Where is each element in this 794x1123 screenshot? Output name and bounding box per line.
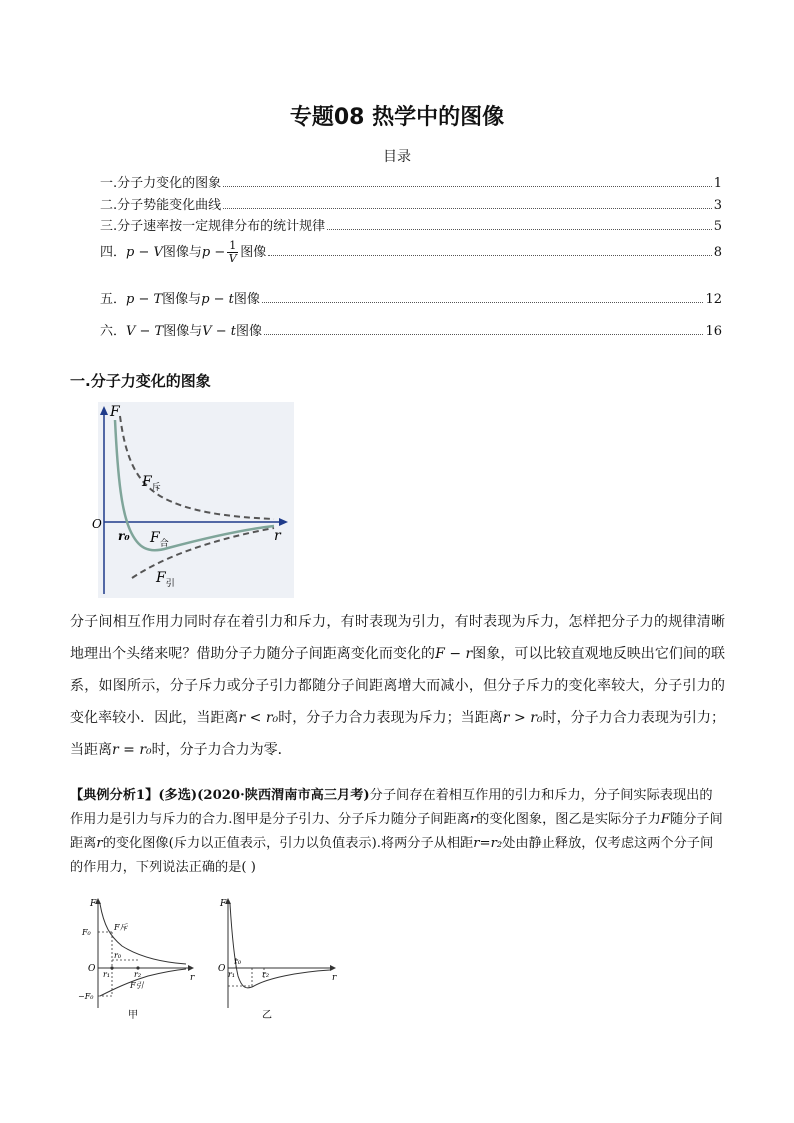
- toc-page: 1: [713, 176, 722, 191]
- toc-leader: [262, 301, 704, 303]
- label-F: F: [90, 899, 97, 909]
- example-tag: (多选)(2020·陕西渭南市高三月考): [158, 788, 370, 803]
- toc-item[interactable]: [100, 194, 722, 213]
- section1-paragraph: 分子间相互作用力同时存在着引力和斥力，有时表现为引力，有时表现为斥力，怎样把分子力的规律清晰地理出个头绪来呢？借助分子力随分子间距离变化而变化的F − r图象，可以比较直观地反映出它们间的联系，如图所示，分子斥力或分子引力都随分子间距离增大而减小，但分子斥力的变化率较大，分子引力的变化率较小．因此，当距离r < r₀时，分子力合力表现为斥力；当距离r > r₀时，分子力合力表现为引力；当距离r = r₀时，分子力合力为零．: [70, 614, 725, 758]
- label-r: r: [190, 973, 195, 983]
- example-label: 【典例分析1】: [70, 788, 159, 803]
- toc-page: 12: [705, 292, 722, 307]
- repulsive-label: $F_斥$: [142, 474, 161, 493]
- label-O: O: [218, 964, 226, 974]
- section-heading: 一.分子力变化的图象: [70, 372, 211, 390]
- x-axis-label: r: [274, 528, 281, 544]
- label-F0: F₀: [82, 928, 91, 937]
- toc-page: 5: [713, 219, 722, 234]
- label-r: r: [332, 973, 337, 983]
- repulsive-curve: [100, 904, 186, 964]
- toc-item-label: 一.分子力变化的图象: [100, 176, 222, 191]
- label-r0: r₀: [114, 951, 122, 960]
- origin-label: O: [92, 517, 102, 531]
- toc-leader: [264, 333, 703, 335]
- toc-item-label: 三.分子速率按一定规律分布的统计规律: [100, 219, 326, 234]
- toc-heading: 目录: [383, 149, 411, 165]
- figure-yi: [208, 896, 340, 1024]
- toc-item[interactable]: [100, 240, 722, 265]
- toc-page: 3: [713, 198, 722, 213]
- r0-point: [110, 966, 113, 969]
- figure-background: [98, 402, 294, 598]
- label-r2: r₂: [134, 970, 142, 979]
- label-att: F引: [130, 981, 144, 990]
- toc-item[interactable]: [100, 172, 722, 191]
- label-neg-F0: −F₀: [78, 992, 94, 1001]
- label-O: O: [88, 964, 96, 974]
- caption-yi: 乙: [262, 1010, 272, 1021]
- toc-leader: [268, 254, 711, 256]
- label-r1: r₁: [228, 970, 236, 979]
- toc-leader: [223, 207, 712, 209]
- toc-item[interactable]: [100, 288, 722, 307]
- x-axis-arrow: [188, 965, 194, 971]
- force-figure: [92, 402, 294, 598]
- label-r1: r₁: [103, 970, 111, 979]
- label-r2: r₂: [262, 970, 270, 979]
- toc-leader: [223, 185, 712, 187]
- toc-page: 16: [705, 324, 722, 339]
- toc-page: 8: [713, 245, 722, 260]
- attractive-label: $F_引$: [156, 570, 175, 589]
- toc-item[interactable]: [100, 320, 722, 339]
- example-paragraph: 【典例分析1】(多选)(2020·陕西渭南市高三月考)分子间存在着相互作用的引力和斥力，分子间实际表现出的作用力是引力与斥力的合力.图甲是分子引力、分子斥力随分子间距离r的变化图象，图乙是实际分子力F随分子间距离r的变化图像(斥力以正值表示，引力以负值表示).将两分子从相距r=r₂处由静止释放，仅考虑这两个分子间的作用力，下列说法正确的是( ): [70, 788, 723, 875]
- fraction: $\frac{1}{V}$: [228, 239, 237, 265]
- caption-jia: 甲: [128, 1010, 138, 1021]
- label-F: F: [220, 899, 227, 909]
- r0-label: r₀: [118, 529, 130, 543]
- label-r0: r₀: [234, 957, 242, 966]
- figure-jia: [78, 896, 206, 1024]
- toc-item-label: 六．V − T图像与V − t图像: [100, 324, 263, 339]
- toc-item-label: 二.分子势能变化曲线: [100, 198, 222, 213]
- x-axis-arrow: [330, 965, 336, 971]
- toc-leader: [327, 228, 712, 230]
- label-rep: F斥: [114, 923, 128, 932]
- toc-item-label: 四．p − V图像与p − $\frac{1}{V}$ 图像: [100, 239, 267, 265]
- toc-item-label: 五．p − T图像与p − t图像: [100, 292, 260, 307]
- net-force-curve: [230, 904, 330, 988]
- toc-item[interactable]: [100, 215, 722, 234]
- y-axis-label: F: [110, 404, 120, 420]
- page-title: 专题08 热学中的图像: [289, 105, 505, 130]
- net-label: $F_合$: [150, 530, 169, 549]
